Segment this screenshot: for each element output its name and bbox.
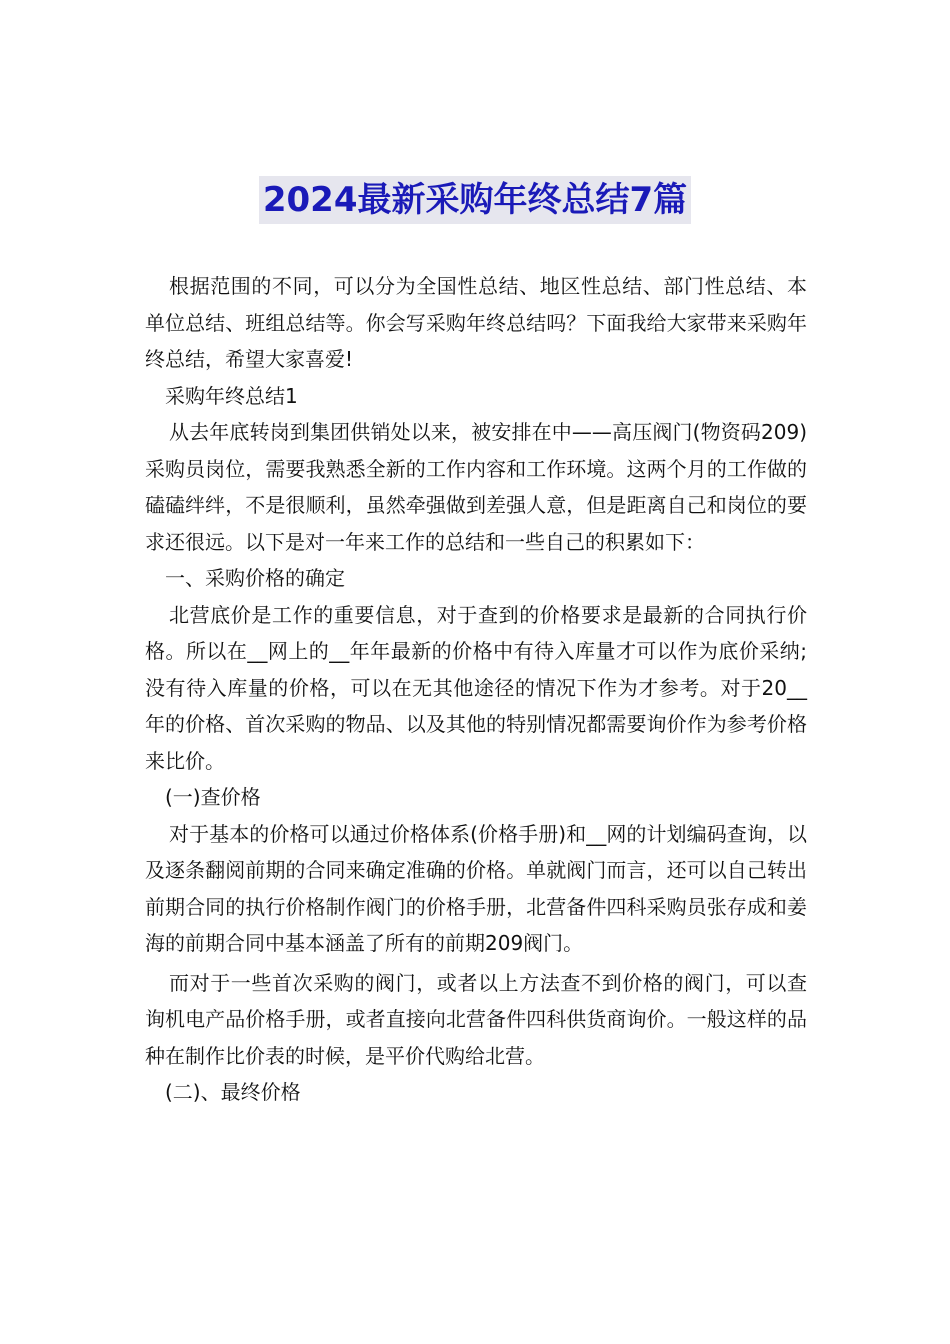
body-paragraph: 而对于一些首次采购的阀门，或者以上方法查不到价格的阀门，可以查询机电产品价格手册，或者直接向北营备件四科供货商询价。一般这样的品种在制作比价表的时候，是平价代购给北营。 xyxy=(145,970,807,1068)
subsection-heading: (二)、最终价格 xyxy=(165,1080,301,1104)
body-paragraph: 从去年底转岗到集团供销处以来，被安排在中——高压阀门(物资码209)采购员岗位，需要我熟悉全新的工作内容和工作环境。这两个月的工作做的磕磕绊绊，不是很顺利，虽然牵强做到差强人意，但是距离自己和岗位的要求还很远。以下是对一年来工作的总结和一些自己的积累如下： xyxy=(145,420,807,554)
title-container xyxy=(0,176,950,224)
document-body xyxy=(145,268,807,1111)
intro-paragraph: 根据范围的不同，可以分为全国性总结、地区性总结、部门性总结、本单位总结、班组总结等。你会写采购年终总结吗？下面我给大家带来采购年终总结，希望大家喜爱! xyxy=(145,274,807,371)
section-heading: 一、采购价格的确定 xyxy=(165,566,345,590)
body-paragraph: 对于基本的价格可以通过价格体系(价格手册)和__网的计划编码查询，以及逐条翻阅前期的合同来确定准确的价格。单就阀门而言，还可以自己转出前期合同的执行价格制作阀门的价格手册，北营备件四科采购员张存成和姜海的前期合同中基本涵盖了所有的前期209阀门。 xyxy=(145,821,807,955)
body-paragraph: 北营底价是工作的重要信息，对于查到的价格要求是最新的合同执行价格。所以在__网上的__年年最新的价格中有待入库量才可以作为底价采纳;没有待入库量的价格，可以在无其他途径的情况下作为才参考。对于20__年的价格、首次采购的物品、以及其他的特别情况都需要询价作为参考价格来比价。 xyxy=(145,602,807,773)
subsection-heading: (一)查价格 xyxy=(165,785,261,809)
document-title: 2024最新采购年终总结7篇 xyxy=(259,176,691,224)
section-heading: 采购年终总结1 xyxy=(165,383,298,408)
